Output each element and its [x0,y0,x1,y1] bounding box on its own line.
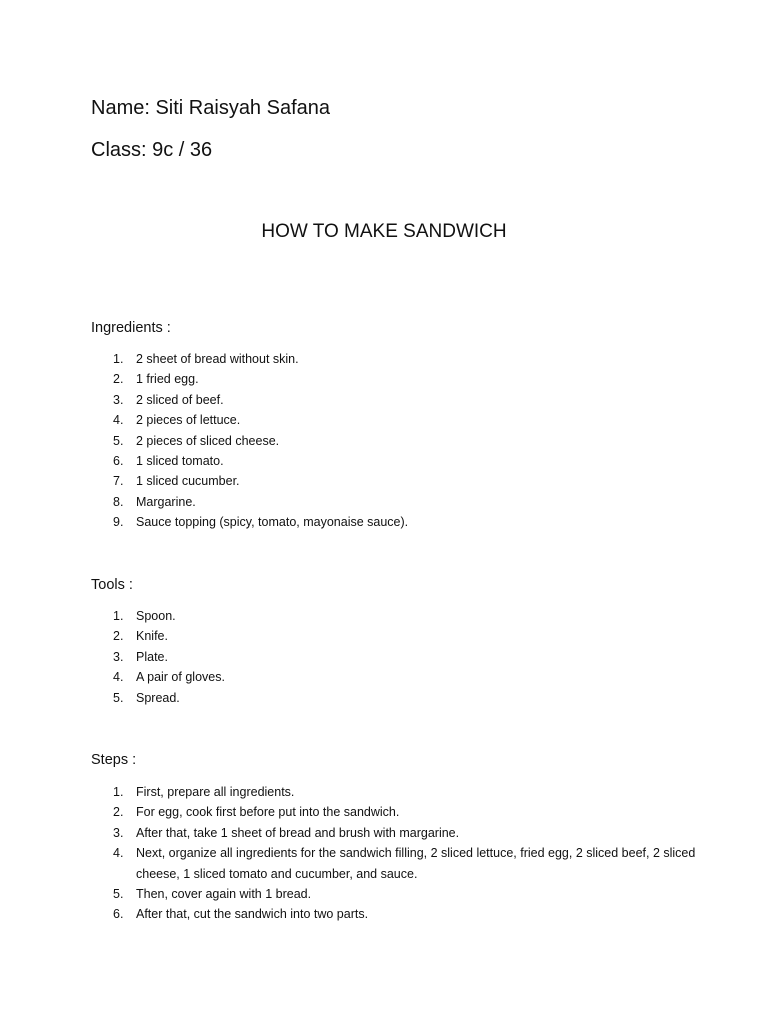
item-text: Sauce topping (spicy, tomato, mayonaise sauce). [136,515,409,530]
item-number: 4. [113,846,124,861]
list-item [0,626,696,646]
list-item [0,843,696,884]
list-item [0,688,696,708]
item-text: Next, organize all ingredients for the sandwich filling, 2 sliced lettuce, fried egg, 2 sliced beef, 2 sliced cheese, 1 sliced tomato and cucumber, and sauce. [136,846,696,881]
item-number: 5. [113,690,124,705]
item-number: 3. [113,649,124,664]
list-item [0,904,696,924]
list-item [0,647,696,667]
steps-heading: Steps : [91,752,137,768]
list-item [0,390,696,410]
student-name: Name: Siti Raisyah Safana [91,97,331,119]
item-number: 3. [113,392,124,407]
item-number: 2. [113,629,124,644]
item-text: Spread. [136,690,180,705]
item-number: 1. [113,352,124,366]
item-text: For egg, cook first before put into the sandwich. [136,805,400,820]
list-item [0,492,696,512]
ingredients-list [0,349,696,533]
ingredients-heading: Ingredients : [91,320,171,336]
item-text: Margarine. [136,494,196,509]
student-class: Class: 9c / 36 [91,139,213,161]
item-number: 3. [113,825,124,840]
item-number: 5. [113,433,124,448]
item-text: 2 sheet of bread without skin. [136,352,299,366]
list-item [0,431,696,451]
item-text: A pair of gloves. [136,670,225,685]
steps-list [0,782,696,925]
item-number: 1. [113,609,124,623]
item-number: 2. [113,372,124,387]
list-item [0,802,696,822]
item-text: Then, cover again with 1 bread. [136,887,312,902]
item-number: 7. [113,474,124,489]
list-item [0,667,696,687]
list-item [0,471,696,491]
item-text: 1 sliced cucumber. [136,474,240,489]
item-number: 2. [113,805,124,820]
list-item [0,369,696,389]
list-item [0,410,696,430]
item-text: After that, take 1 sheet of bread and brush with margarine. [136,825,460,840]
list-item [0,451,696,471]
item-text: After that, cut the sandwich into two parts. [136,907,369,922]
item-text: 1 fried egg. [136,372,199,387]
item-number: 4. [113,670,124,685]
item-number: 6. [113,454,124,469]
list-item [0,782,696,802]
list-item [0,349,696,369]
item-number: 5. [113,887,124,902]
item-text: Plate. [136,649,168,664]
item-text: 2 pieces of sliced cheese. [136,433,280,448]
item-text: Knife. [136,629,168,644]
item-number: 9. [113,515,124,530]
tools-heading: Tools : [91,577,133,593]
item-number: 1. [113,785,124,799]
list-item [0,884,696,904]
item-text: 1 sliced tomato. [136,454,224,469]
item-text: Spoon. [136,609,176,623]
item-number: 4. [113,413,124,428]
list-item [0,823,696,843]
item-text: 2 sliced of beef. [136,392,224,407]
item-number: 6. [113,907,124,922]
list-item [0,512,696,532]
item-number: 8. [113,494,124,509]
document-title: HOW TO MAKE SANDWICH [261,221,507,242]
list-item [0,606,696,626]
item-text: 2 pieces of lettuce. [136,413,241,428]
item-text: First, prepare all ingredients. [136,785,295,799]
tools-list [0,606,696,708]
